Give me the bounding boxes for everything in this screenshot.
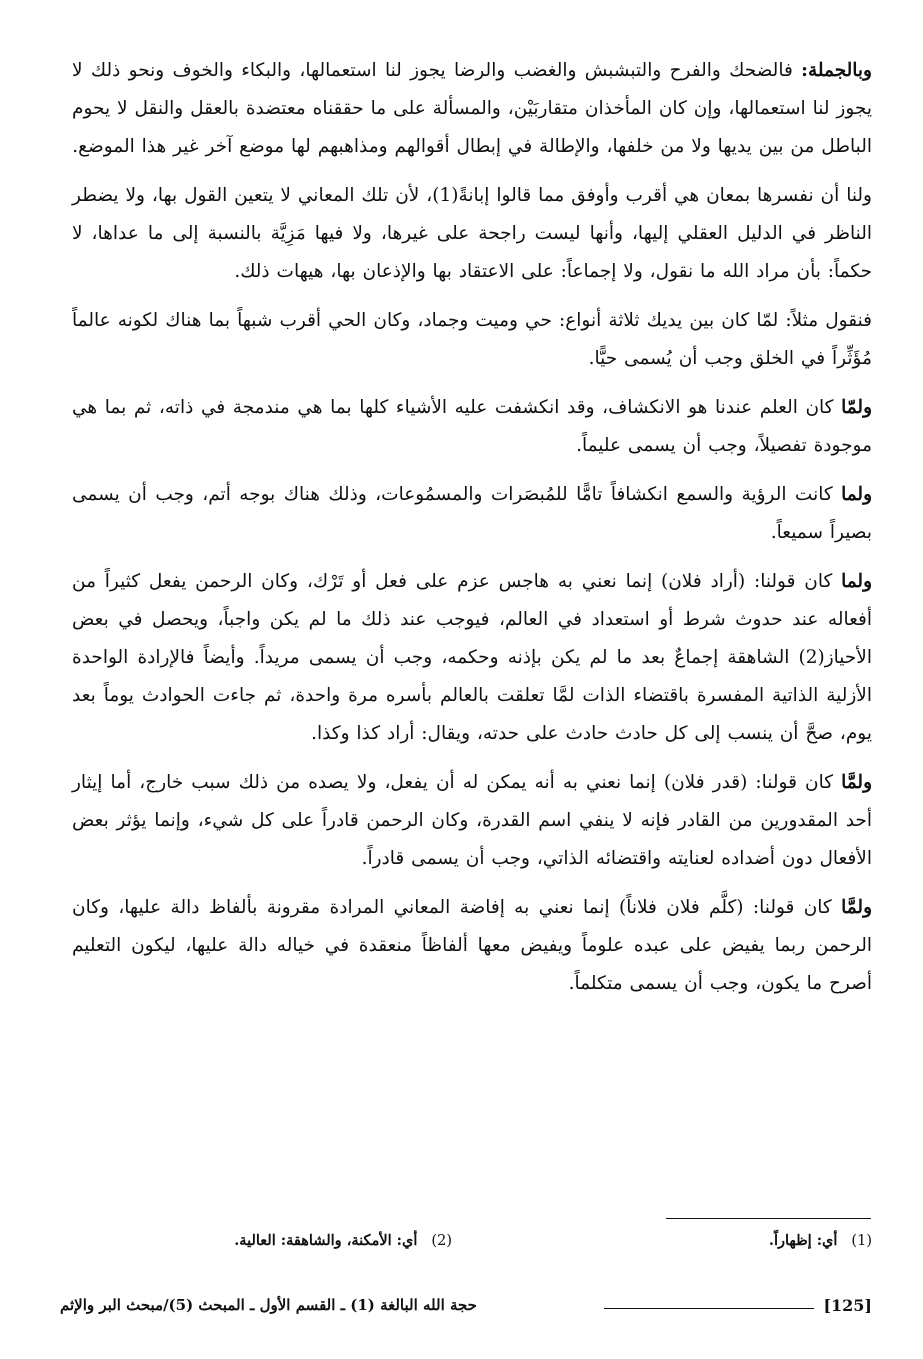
paragraph-text: كان قولنا: (أراد فلان) إنما نعني به هاجس عزم على فعل أو تَرْك، وكان الرحمن يفعل كثيراً من أفعاله عند حدوث شرط أو استعداد في العالم، فيوجب عند ذلك ما لم يكن واجباً، ويحصل في بعض الأحياز(2) الشاهقة إجماعٌ بعد ما لم يكن بإذنه وحكمه، وجب أن يسمى مريداً. وأيضاً فالإرادة الواحدة الأزلية الذاتية المفسرة باقتضاء الذات لمَّا تعلقت بالعالم بأسره مرة واحدة، ثم جاءت الحوادث يوماً بعد يوم، صحَّ أن ينسب إلى كل حادث حادث على حدته، ويقال: أراد كذا وكذا. — [72, 571, 872, 744]
footnote-text: أي: إظهاراً. — [768, 1232, 838, 1249]
footnote-item — [769, 1232, 872, 1249]
paragraph — [72, 764, 872, 878]
footnote-number: (2) — [431, 1233, 452, 1249]
paragraph-text: كان العلم عندنا هو الانكشاف، وقد انكشفت عليه الأشياء كلها بما هي مندمجة في ذاته، ثم بما هي موجودة تفصيلاً، وجب أن يسمى عليماً. — [72, 397, 872, 456]
footnotes — [72, 1232, 872, 1260]
paragraph — [72, 177, 872, 291]
paragraph-text: كانت الرؤية والسمع انكشافاً تامًّا للمُبصَرات والمسمُوعات، وذلك هناك بوجه أتم، وجب أن يسمى بصيراً سميعاً. — [72, 484, 872, 543]
paragraph — [72, 563, 872, 753]
book-reference: حجة الله البالغة (1) ـ القسم الأول ـ المبحث (5)/مبحث البر والإثم — [60, 1296, 477, 1314]
paragraph — [72, 889, 872, 1003]
paragraph — [72, 476, 872, 552]
paragraph-lead: ولما — [841, 484, 872, 505]
paragraph-text: فنقول مثلاً: لمّا كان بين يديك ثلاثة أنواع: حي وميت وجماد، وكان الحي أقرب شبهاً بما هناك لكونه عالماً مُؤَثِّراً في الخلق وجب أن يُسمى حيًّا. — [72, 310, 872, 369]
paragraph-lead: ولما — [841, 571, 872, 592]
paragraph — [72, 302, 872, 378]
paragraph — [72, 52, 872, 166]
footnote-text: أي: الأمكنة، والشاهقة: العالية. — [234, 1232, 418, 1249]
paragraph-text: كان قولنا: (كلَّم فلان فلاناً) إنما نعني به إفاضة المعاني المرادة مقرونة بألفاظ دالة عليها، وكان الرحمن ربما يفيض على عبده علوماً ويفيض معها ألفاظاً منعقدة في خياله دالة عليها، ليكون التعليم أصرح ما يكون، وجب أن يسمى متكلماً. — [72, 897, 872, 994]
footnote-item — [234, 1232, 452, 1249]
paragraph-text: فالضحك والفرح والتبشبش والغضب والرضا يجوز لنا استعمالها، والبكاء والخوف ونحو ذلك لا يجوز لنا استعمالها، وإن كان المأخذان متقاربَيْن، والمسألة على ما حققناه معتضدة بالعقل والنقل لا يحوم الباطل من بين يديها ولا من خلفها، والإطالة في إبطال أقوالهم ومذاهبهم لها موضع آخر غير هذا الموضع. — [72, 60, 872, 157]
paragraph-lead: وبالجملة: — [801, 60, 872, 81]
paragraph-lead: ولمَّا — [841, 897, 872, 918]
running-footer — [60, 1296, 872, 1324]
main-text — [72, 52, 872, 1014]
paragraph-lead: ولمَّا — [841, 772, 872, 793]
paragraph-text: ولنا أن نفسرها بمعان هي أقرب وأوفق مما قالوا إبانةً(1)، لأن تلك المعاني لا يتعين القول بها، ولا يضطر الناظر في الدليل العقلي إليها، وأنها ليست راجحة على غيرها، ولا فيها مَزِيَّة بالنسبة إلى ما عداها، لا حكماً: بأن مراد الله ما نقول، ولا إجماعاً: على الاعتقاد بها والإذعان بها، هيهات ذلك. — [72, 185, 872, 282]
footer-rule — [604, 1308, 814, 1309]
footnote-divider — [666, 1218, 871, 1219]
page-number: [125] — [823, 1296, 872, 1315]
paragraph-lead: ولمّا — [841, 397, 872, 418]
footnote-number: (1) — [851, 1233, 872, 1249]
paragraph — [72, 389, 872, 465]
paragraph-text: كان قولنا: (قدر فلان) إنما نعني به أنه يمكن له أن يفعل، ولا يصده من ذلك سبب خارج، أما إيثار أحد المقدورين من القادر فإنه لا ينفي اسم القدرة، وكان الرحمن قادراً على كل شيء، وإنما يؤثر بعض الأفعال دون أضداده لعنايته واقتضائه الذاتي، وجب أن يسمى قادراً. — [72, 772, 872, 869]
